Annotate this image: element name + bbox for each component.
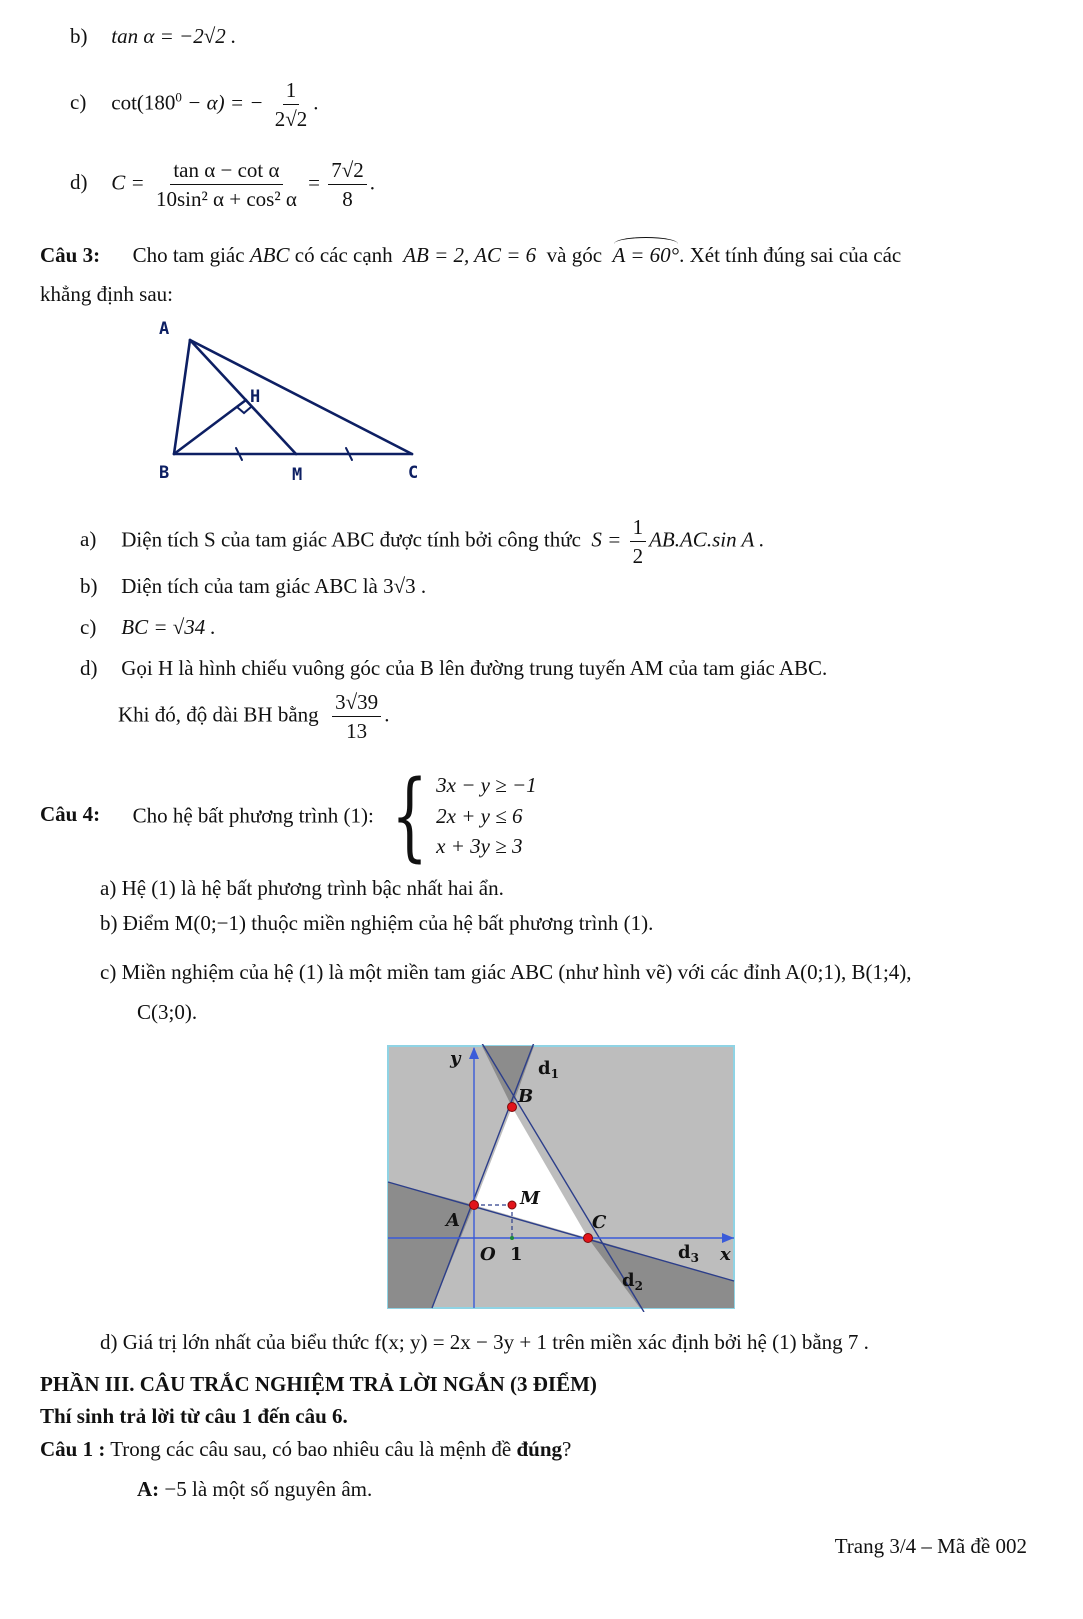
page-footer: Trang 3/4 – Mã đề 002 xyxy=(834,1534,1027,1558)
math-part: C = xyxy=(111,170,145,195)
inequality: x + 3y ≥ 3 xyxy=(436,834,523,859)
q3-item-d: d) Gọi H là hình chiếu vuông góc của B lên đường trung tuyến AM của tam giác ABC. xyxy=(80,656,828,680)
tick-point xyxy=(510,1236,514,1240)
median-am xyxy=(190,340,296,454)
vertex-label-c: C xyxy=(408,463,419,483)
point-label-c: C xyxy=(592,1212,607,1233)
line-label-d2: $d_2$ xyxy=(622,1270,643,1293)
line-label-d1: $d_1$ xyxy=(538,1058,559,1081)
solution-region-graph xyxy=(386,1044,738,1312)
item-label: c) xyxy=(70,90,87,115)
q3-intro: Câu 3: Cho tam giác ABC có các cạnh AB = 2, AC = 6 và góc A = 60°. Xét tính đúng sai của các xyxy=(40,243,902,267)
part3-q1: Câu 1 : Trong các câu sau, có bao nhiêu câu là mệnh đề đúng? xyxy=(40,1437,572,1461)
question-title: Câu 4: xyxy=(40,801,101,826)
side-ac xyxy=(190,340,412,454)
altitude-bh xyxy=(174,400,246,454)
triangle-figure xyxy=(150,318,450,488)
math-expression: tan α = −2√2 . xyxy=(111,24,237,48)
point-a xyxy=(470,1201,479,1210)
origin-label: O xyxy=(480,1244,496,1265)
math-part: − α) = − xyxy=(181,90,264,115)
part3-q1-statement-a: A: −5 là một số nguyên âm. xyxy=(137,1477,373,1501)
q4-item-d: d) Giá trị lớn nhất của biểu thức f(x; y) = 2x − 3y + 1 trên miền xác định bởi hệ (1) bằng 7 . xyxy=(100,1330,869,1354)
side-ab xyxy=(174,340,190,454)
question-title: Câu 3: xyxy=(40,243,101,267)
fraction: $\frac{\text{tan α − cot α}}{\text{10sin² α + cos² α}}$ xyxy=(155,158,297,212)
fraction: $\frac{3√39}{13}$ xyxy=(332,690,381,743)
section-heading: PHẦN III. CÂU TRẮC NGHIỆM TRẢ LỜI NGẮN (3 ĐIỂM) xyxy=(40,1372,597,1396)
point-b xyxy=(508,1103,517,1112)
item-label: b) xyxy=(70,24,88,48)
vertex-label-h: H xyxy=(250,387,261,407)
angle-expression: A = 60° xyxy=(612,243,680,267)
inequality-system: { 3x − y ≥ −1 2x + y ≤ 6 x + 3y ≥ 3 xyxy=(391,760,537,872)
q4-item-c: c) Miền nghiệm của hệ (1) là một miền tam giác ABC (như hình vẽ) với các đỉnh A(0;1), B(1;4), xyxy=(100,960,912,984)
q4-item-a: a) Hệ (1) là hệ bất phương trình bậc nhất hai ẩn. xyxy=(100,876,504,900)
section-subheading: Thí sinh trả lời từ câu 1 đến câu 6. xyxy=(40,1404,348,1428)
q2-item-c: c) $\cot(180^0 - \alpha)$ = − $\frac{1}{2√2}$ . xyxy=(70,78,319,132)
line-label-d3: $d_3$ xyxy=(678,1242,699,1265)
fraction: $\frac{7√2}{8}$ xyxy=(328,158,367,211)
q3-item-c: c) BC = √34 . xyxy=(80,615,216,639)
vertex-label-b: B xyxy=(159,463,170,483)
point-label-m: M xyxy=(520,1188,540,1209)
point-m xyxy=(508,1201,516,1209)
vertex-label-m: M xyxy=(292,465,303,485)
q3-intro-line2: khẳng định sau: xyxy=(40,282,173,306)
right-angle-mark xyxy=(237,407,251,413)
question-title: Câu 1 : xyxy=(40,1437,106,1461)
q3-item-b: b) Diện tích của tam giác ABC là 3√3 . xyxy=(80,574,427,598)
q4-intro: Câu 4: Cho hệ bất phương trình (1): { 3x − y ≥ −1 2x + y ≤ 6 x + 3y ≥ 3 xyxy=(40,760,537,872)
y-axis-label: y xyxy=(450,1048,461,1069)
item-label: d) xyxy=(70,170,88,195)
inequality: 3x − y ≥ −1 xyxy=(436,773,537,798)
fraction: $\frac{1}{2}$ xyxy=(630,515,647,568)
math-superscript: 0 xyxy=(175,89,182,105)
inequality: 2x + y ≤ 6 xyxy=(436,803,523,828)
fraction: $\frac{1}{2√2}$ xyxy=(274,78,308,132)
q3-item-d-line2: Khi đó, độ dài BH bằng $\frac{3√39}{13}$ . xyxy=(118,690,390,744)
point-label-b: B xyxy=(518,1086,534,1107)
point-c xyxy=(584,1234,593,1243)
x-axis-label: x xyxy=(720,1244,731,1265)
vertex-label-a: A xyxy=(159,319,170,339)
q2-item-d: d) C = $\frac{\text{tan α − cot α}}{\text{10sin² α + cos² α}}$ = $\frac{7√2}{8}$ . xyxy=(70,158,376,212)
math-part: cot(180 xyxy=(111,90,176,115)
q4-item-b: b) Điểm M(0;−1) thuộc miền nghiệm của hệ bất phương trình (1). xyxy=(100,911,654,935)
q4-item-c-line2: C(3;0). xyxy=(137,1000,198,1024)
point-label-a: A xyxy=(446,1210,460,1231)
tick-label-1: 1 xyxy=(510,1244,523,1265)
q2-item-b xyxy=(70,24,236,49)
q3-item-a: a) Diện tích S của tam giác ABC được tính bởi công thức S = $\frac{1}{2}$ AB.AC.sin A . xyxy=(80,515,765,569)
